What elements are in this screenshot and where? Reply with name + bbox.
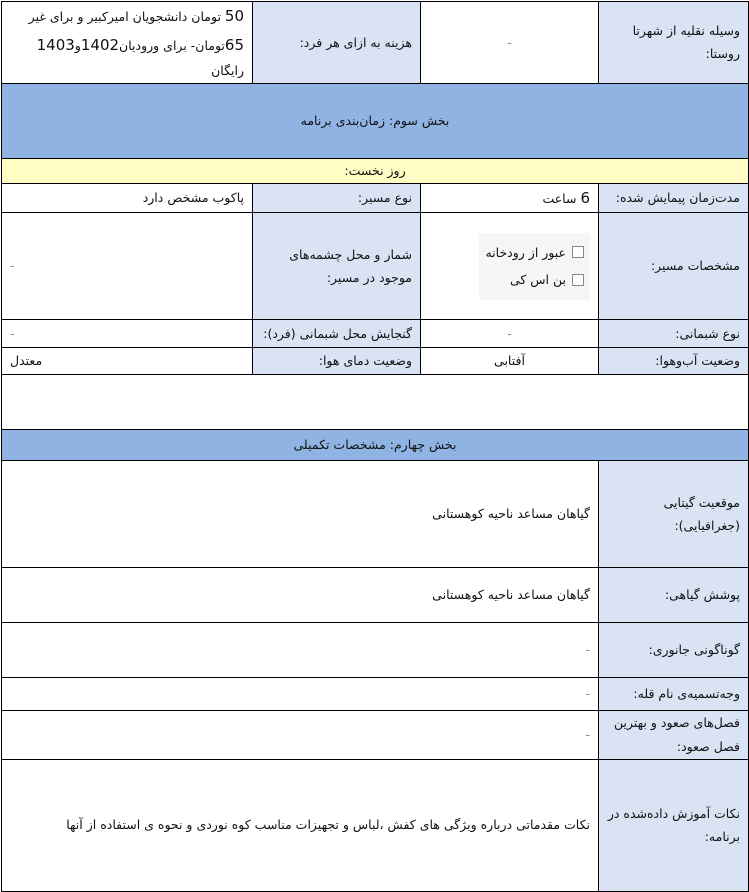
geo-location-value: گیاهان مساعد ناحیه کوهستانی [2,461,599,568]
camp-capacity-value: - [2,320,253,348]
checkbox-box[interactable] [572,246,584,258]
route-spec-checkboxes [421,213,599,320]
training-notes-value: نکات مقدماتی درباره ویژگی های کفش ،لباس و تجهیزات مناسب کوه نوردی و نحوه ی استفاده از آنها [2,759,599,891]
fauna-row [2,623,749,678]
geo-location-row [2,461,749,568]
transport-row [2,2,749,84]
camp-type-value: - [421,320,599,348]
transport-value: - [421,2,599,84]
temp-label: وضعیت دمای هوا: [253,348,421,375]
weather-row [2,348,749,375]
transport-label: وسیله نقلیه از شهرتا روستا: [599,2,749,84]
camp-row [2,320,749,348]
route-spec-row [2,213,749,320]
season-value: - [2,711,599,760]
vegetation-row [2,568,749,623]
duration-value: 6 ساعت [421,183,599,213]
snow-checkbox[interactable] [485,268,584,292]
checkbox-box[interactable] [572,274,584,286]
training-notes-label: نکات آموزش داده‌شده در برنامه: [599,759,749,891]
springs-label: شمار و محل چشمه‌های موجود در مسیر: [253,213,421,320]
cost-label: هزینه به ازای هر فرد: [253,2,421,84]
peak-name-label: وجه‌تسمیه‌ی نام قله: [599,678,749,711]
weather-label: وضعیت آب‌وهوا: [599,348,749,375]
section4-title: بخش چهارم: مشخصات تکمیلی [2,430,749,461]
duration-row [2,183,749,213]
temp-value: معتدل [2,348,253,375]
fauna-label: گوناگونی جانوری: [599,623,749,678]
fauna-value: - [2,623,599,678]
peak-name-value: - [2,678,599,711]
vegetation-value: گیاهان مساعد ناحیه کوهستانی [2,568,599,623]
camp-capacity-label: گنجایش محل شبمانی (فرد): [253,320,421,348]
season-row [2,711,749,760]
peak-name-row [2,678,749,711]
route-type-value: پاکوب مشخص دارد [2,183,253,213]
route-spec-label: مشخصات مسیر: [599,213,749,320]
vegetation-label: پوشش گیاهی: [599,568,749,623]
river-crossing-checkbox[interactable] [485,241,584,265]
training-notes-row [2,759,749,891]
checkbox-label: عبور از رودخانه [485,244,566,260]
program-report-table [1,1,749,892]
cost-value [2,2,253,84]
checkbox-label: بن اس کی [509,272,566,288]
springs-value: - [2,213,253,320]
section3-title: بخش سوم: زمان‌بندی برنامه [2,83,749,158]
geo-location-label: موقعیت گیتایی (جغرافیایی): [599,461,749,568]
cost-line-2: 65تومان- برای ورودیان1402و1403 رایگان [36,35,244,78]
empty-row [2,375,749,430]
cost-line-1: 50 تومان دانشجویان امیرکبیر و برای غیر [28,7,244,25]
camp-type-label: نوع شبمانی: [599,320,749,348]
day1-title: روز نخست: [2,158,749,183]
season-label: فصل‌های صعود و بهترین فصل صعود: [599,711,749,760]
duration-label: مدت‌زمان پیمایش شده: [599,183,749,213]
weather-value: آفتابی [421,348,599,375]
route-type-label: نوع مسیر: [253,183,421,213]
